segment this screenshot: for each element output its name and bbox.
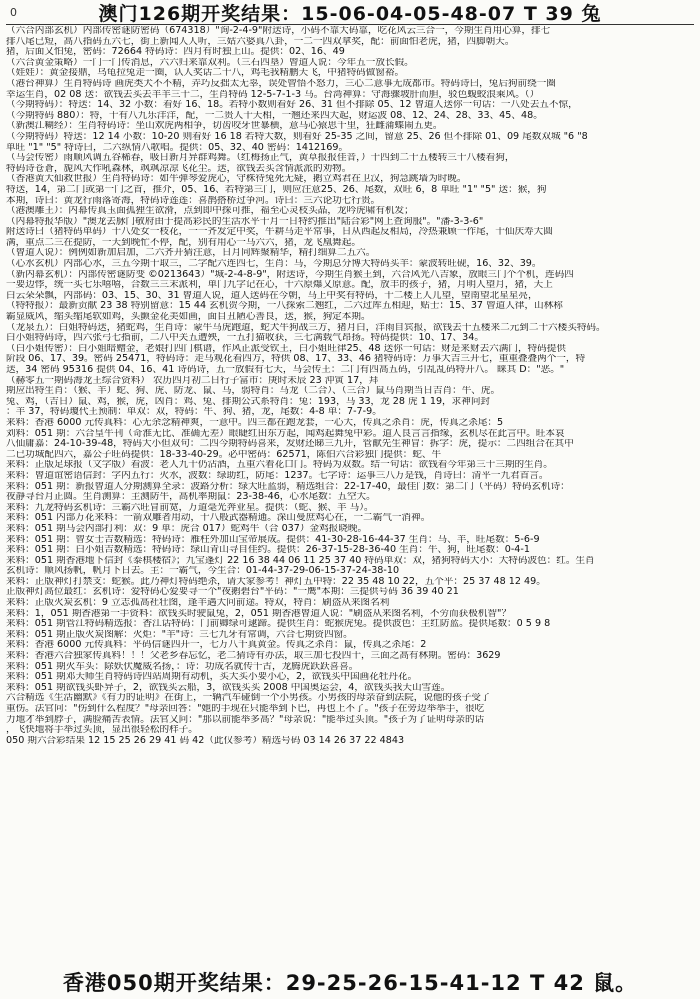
text-line: 来料：香港 6000 元传真料：平码信谜四开一，七万八千真黄金。传真之杀肖：鼠，传真之杀尾：2 [6, 640, 427, 651]
text-line: 玄机诗：顺风扬帆，帆月下日去。主：一霸气，今生合：01-44-37-29-06-15-37-24-38-10 [6, 566, 400, 577]
text-line: 来料：051 期邓天师生肖特码诗四站周期有动机，买大买小要小心，2，欲钱买中国画花牡丹花。 [6, 672, 418, 683]
hongkong-result-banner: 香港050期开奖结果：29-25-26-15-41-12 T 42 鼠。 [62, 971, 638, 995]
text-line: 八仙庸嘉：24-10-39-48，特码大小但双句：二四今期特码喜来，发财还睇三九开，管献先生神冒：拆字：虎，提示：二四组合在其中 [6, 439, 574, 450]
article-body [6, 26, 694, 965]
text-line: 重伤。法官问："伤到什么程度？"母亲回答："她的手现在只能举到下巴，再也上不了。"孩子在旁边举举手，很吃 [6, 704, 485, 714]
text-line: 来料：九龙特码玄机诗：三霸六旺冒前宽，万道毫光奔业星。提供：（蛇、猴、羊 马）。 [6, 502, 374, 513]
text-line: 附送诗曰（猪特码单码）十八处女一枝花，一一齐发定中奖，牛耕马走平常事，日从西起反相局，冷热兼顾一作尾，十仙庆寿大圆 [6, 227, 553, 238]
text-line: 刘料：051 期：六合皇牛刊（奇淮无比、准确无差）眼睫红田东方起，闻鸡起舞兔中彩。道人良言言指缘，玄机尽在此言中。旺本哀 [6, 428, 565, 439]
text-line: （新澳江糊经）：生肖特码诗：坐山欢虎两相争，切齿咬牙世暴横，意马心猿思千里，狂雌蒲蝶闹五更。 [6, 121, 443, 132]
text-line: （曾道人说）：例例如新加启加，二六齐开猜注意，日月同辉聚精华，精打细算二五六。 [6, 248, 376, 259]
text-line: （六合黄金策略）一门一门传消息，六六归来靠双利。（三石四垦）曾道人说：今年五一放长假。 [6, 57, 414, 68]
macau-result-title: 澳门126期开奖结果：15-06-04-05-48-07 T 39 兔 [98, 2, 602, 25]
text-line: （赫零五一期码海龙王综合资料） 农历四月初二日行子富市：庚时未辰 23 沖寅 17，拜 [6, 375, 379, 386]
text-line: 来料：香港六合独家传真料！！！父老乡春忘忆，老二猜诗有办法，取三加七投四十，三面之高有林期。密码：3629 [6, 651, 501, 662]
text-line: 白云朵朵飘，内部码：03、15、30、31 曾道人说，道人送码在今朝，马上中奖有特码，十二楼上人儿望，望南望北星星亮， [6, 290, 538, 301]
text-line: 来料：051 期管江特码精选报：香江话特码：门前卿绿可逮蹄。提供生肖：蛇猴虎兔。提供波色：主红防蓝。提供尾数：0 5 9 8 [6, 619, 551, 630]
text-line: ：羊 37，特码瓊代王预制：单双：双，特码：牛、狗、猪，龙，尾数：4-8 单：7-7-9。 [6, 407, 382, 418]
text-line: 六合精选《生活幽默》《有力的证明》在街上，一辆汽车碰倒一个小男孩。小男孩的母亲奋到法院，说他的孩子受了 [6, 693, 491, 704]
text-line: 来料：051 期：白小姐吉数精选：特码诗：绿山青山寻自佳约。提供：26-37-15-28-36-40 生肖：牛、狗，旺尾数：0-4-1 [6, 545, 530, 556]
text-line: 排八尾已短，高八指码五六七，街上新闻人人听，三姑六婆真八卦，一二一四双拿奖，配：前面怕老虎，猪，四脚朝天。 [6, 36, 515, 47]
text-line: 来料：1，051 期香港第一手资料：欲钱买时驶鼠兔，2，051 期香港曾道人说："刷盗从来图名利，不劳而获极机智"？ [6, 608, 512, 619]
text-line: 送，34 密码 95316 提供 04、16、41 诗码诗，五一放假有七天，马会传王：二门有四高五码，引乱乱码特开八。 睐其 D："恶。" [6, 365, 565, 375]
text-line: （白小姐传密）：白小姐暗赠金，老娘打四门棋谱，作风正派受钦王，白小姐旺律25、48 送你一句话：财是来财去六满门，特码提供 [6, 343, 566, 354]
text-line: 来料：051 期：曾女士吉数精选：特码诗：雁柱外加山宝帝展成。提供：41-30-28-16-44-37 生肖：马、羊，旺尾数：5-6-9 [6, 534, 540, 545]
text-line: 特送，14，第二门或第一门之首，推介，05、16、若特第三门，则应注意25、26、尾数，双旺 6，8 单旺 "1" "5" 送：猴，狗 [6, 184, 547, 195]
text-line: （心水玄机）内部心水，三五今期十取三，二字配六连四七，生肖：马，今期总分博大特码买羊：蒙波转旺砚，16、32、39。 [6, 259, 542, 270]
text-line: 来料：051 期香港地下信封《泰棋楼宿》；九宝蓬灯 22 16 38 44 06 11 25 37 40 特码单双：双，猪狗特码大小：大特码波色：红。生肖 [6, 555, 595, 566]
text-line: 兔、鸡，（吉日）鼠、鸡，猴，虎，凶肖：鸡、兔、排期公式系特肖：兔：193，马 33，龙 28 虎 1 19，求神问封 [6, 396, 491, 407]
text-line: 来料：曾道谊密语信封：字内五行：火水，波数：绿助红，防尾：1237。七字诗：运事三八万是钱，肖诗曰：清平一九君首言。 [6, 470, 549, 481]
text-line: （今期特码 880）：特，十有八九乐洋洋，配，一二贵人十天相，一翘还来四大起，财运波 08、12、24、28、33、45、48。 [6, 110, 543, 121]
text-line: 来料：正版火炭玄机：9 立志孤高社壮图，逢羊遇大问前途。特双，特肖：刷盗从来图名利 [6, 598, 390, 609]
text-line: 来料：051 内部万花来料：一箭双雕者用动，十八般武器精通。深山曼庶鸡心在，一二霸气一消禅。 [6, 513, 431, 524]
text-line: 猪，后面又怕兔，密码：72664 特码诗：四月有时独上山。提供：02、16、49 [6, 47, 345, 58]
text-line: 阶段 06、17、39。密码 25471，特码诗：走马观花看四方，特供 08、17、33、46 猪特码诗：万事大吉三开七，重重叠叠两个一，特 [6, 354, 586, 365]
text-line: 二已功城配四六，嘉公子旺码提供：18-33-40-29。必中密码：62571，陈伯六合彩独门提供：蛇、牛 [6, 449, 442, 460]
text-line: 050 期六合彩结果 12 15 25 26 29 41 码 42（此仅参考）精选号码 03 14 26 37 22 4843 [6, 735, 405, 746]
text-line: 霸显威风，缩头缩尾软如鸡，头颤金花美如画，面目丑陋心善良，送，猴，狗定本期。 [6, 312, 371, 323]
text-line: （港台神算）生肖特码诗 画虎类犬不不精，弄巧反拙太无辜，误处曾悟不怒力，三心二意事无成都市。特码诗曰，兔后狗前绕一圈 [6, 78, 556, 89]
text-line: 幸运生肖，02 08 送：欲钱去买去羊羊三十二，生肖特码 12-5-7-1-3 马。台湾神算：守海骤坡肝而胆，驳色蝮蛟浪乘风。（） [6, 89, 540, 100]
text-line: 来料：香港 6000 元传真料：心无余念精神爽，一意中。四三都在跑龙套，一心大，传真之杀肖：虎，传真之杀尾：5 [6, 417, 504, 428]
text-line: ，飞快地将手举过头顶，显出很轻松的样子。 [6, 725, 198, 736]
text-line: 特码诗苍蒼，旎风大作吼森林，飒飒凉凉飞花尘。送，欲钱去买含情派派的劝物。 [6, 163, 352, 174]
text-line: 夜静寻台月正圆。生肖测算：主测防牛，高机率期鼠：23-38-46，心水尾数：五空大。 [6, 492, 376, 503]
text-line: 来料：051 期欲钱买虾异子，2，欲钱买云船，3，欲钱买买 2008 中国奥运会，4，欲钱买我天山雪莲。 [6, 682, 451, 693]
text-line: （特特报）：最新贡献 23 38 特别留意：15 44 玄机贺今期，一八探索二翘红，二六过库五相迎，贴士：15、37 曾道人律，山林称 [6, 301, 563, 312]
text-line: （内幕特报华版）"澳龙去脉门敬府由于提高彩民的生活水平十月一日特约推出"陆合彩"网上查询服"。"潘-3-3-6" [6, 216, 484, 227]
text-line: （娃娃）：黄金接鼎，乌龟拉兔走一圈，认人奖话二十八，鸡毛我精鹏天飞，中猪特码做窗裕。 [6, 68, 405, 79]
text-line: （龙泉五）：白姐特码送，猪蛇鸡，生肖诗：蒙牛马虎跑道，蛇犬牛狗战三方，猪月白，洋雨自宾报，欲钱去干五楼来二元到二十六楼买特码。 [6, 322, 606, 333]
text-line: 来料：051 期火车头：除妖伏魔威名扬，：诗：功成名就传千古，龙腾虎跃跃喜喜。 [6, 661, 359, 672]
text-line: （新内幕玄机）：内部传密谜防变 ©0213643）"城-2-4-8-9"，附送诗，今期生肖猴王到，六合风光八吉象，放眼三门个个机，连码四 [6, 269, 574, 280]
text-line: 来料：正版足球报（文字版）看波：老人九十仍沾酒，五重六着花口门。特码为双数。结一句话：欲钱看今年第三十三期的生肖。 [6, 460, 553, 471]
text-line: 来料：051 期正版火炭图解：火炬："羊"诗：三七九牙有常调，六合七期资四窗。 [6, 629, 353, 640]
page-number: 0 [10, 5, 17, 19]
text-line: 来料：正版神灯打禁支：蛇猴。此乃神灯特码绝杀，请大家参考！神灯五中特：22 35 48 10 22，五个平：25 37 48 12 49。 [6, 576, 546, 587]
text-line: （今期特码）特送：12 14 小数：10-20 则看好 16 18 若特大数，则看好 25-35 之间，留意 25、26 但不排除 01、09 尾数双城 "6 "8 [6, 131, 588, 142]
text-line: 正版神灯高位最红：玄机诗：爱特码心爱要寻一个"夜鹅碧台"平码："一鹰"本期：三提供号码 36 39 40 21 [6, 587, 459, 598]
text-line: 力地才举到脖子，满脸痛苦表情。法官又问："那以前能举多高？"母亲说："能举过头顶。"孩子为了证明母亲的话 [6, 714, 485, 725]
text-line: 一要边悸，统一买七乐嘻嘻，合数三三末派利，单门九字记在心，十六原爆又原意。配，放丰的孩子，猪，月明人望月，猪，天上 [6, 280, 553, 291]
text-line: 来料：051 期马会内部打利：双：9 单：虎合 017）蛇鸡牛（合 037）金鸡报晓晚。 [6, 523, 368, 534]
text-line: 白小姐特码诗，四六张弓七指前，二八中关五遭殃，一五打猫收获，三七满载气昂扬。特码提供：10、17、34。 [6, 333, 484, 344]
text-line: 满，重点二三在提防，一天到晚忙不停，配，别有用心一马六六，猪，龙飞凰舞起。 [6, 237, 361, 248]
text-line: 单旺 "1" "5" 特诗曰，二六纵情八歌唱。提供：05、32、40 密码：1412169。 [6, 142, 349, 153]
text-line: （六合内部玄机）内部传密谜防密码（674318）"询-2-4-9"附送诗，小码不靠大码靠，吃花风云三合一，今期生肖用心算，排七 [6, 26, 551, 36]
header-bar [6, 0, 694, 25]
text-line: （今期特码）：特送：14、32 小数：看好 16、18。若特小数则看好 26、31 但不排除 05、12 曾道人送你一句话：一八处去五不惊， [6, 100, 578, 111]
text-line: 期应出特生肖：（猴、羊）蛇、狗、虎、防龙、鼠、马，弱特肖：马龙（二合）、（三合）鼠马肖期当日吉肖：牛、虎。 [6, 386, 501, 397]
text-line: 本期，诗曰：黄龙行雨落寄海，特码诗莲莲：喜鹊搭桥过争河。诗曰：三六论功七行贵。 [6, 195, 381, 206]
text-line: （马会传密）雨顺风调五谷稀春，吸日新月异群鸡舞。（红梅扬正气，黄草报报佳音，）十四到二十五楼转三十八楼看狗， [6, 153, 515, 164]
text-line: （港澳雕王）：内幕传真玉面孤狸生欲滑，点到即中探可推，福至心灵枝头晶，龙吟虎啸有机发； [6, 206, 414, 217]
text-line: （香港黄大仙救世报）生肖特码诗：如牛弹琴爱虎心，守株待兔死无疑，鹅立鸡君在卫汉，狗急跳墙为时晚。 [6, 174, 467, 185]
text-line: 来料：051 期：新报曾道人分期测算全录：波路分析：绿大旺蓝弱，精选组合：22-17-40，最佳门数：第二门（平码）特码玄机诗： [6, 481, 570, 492]
